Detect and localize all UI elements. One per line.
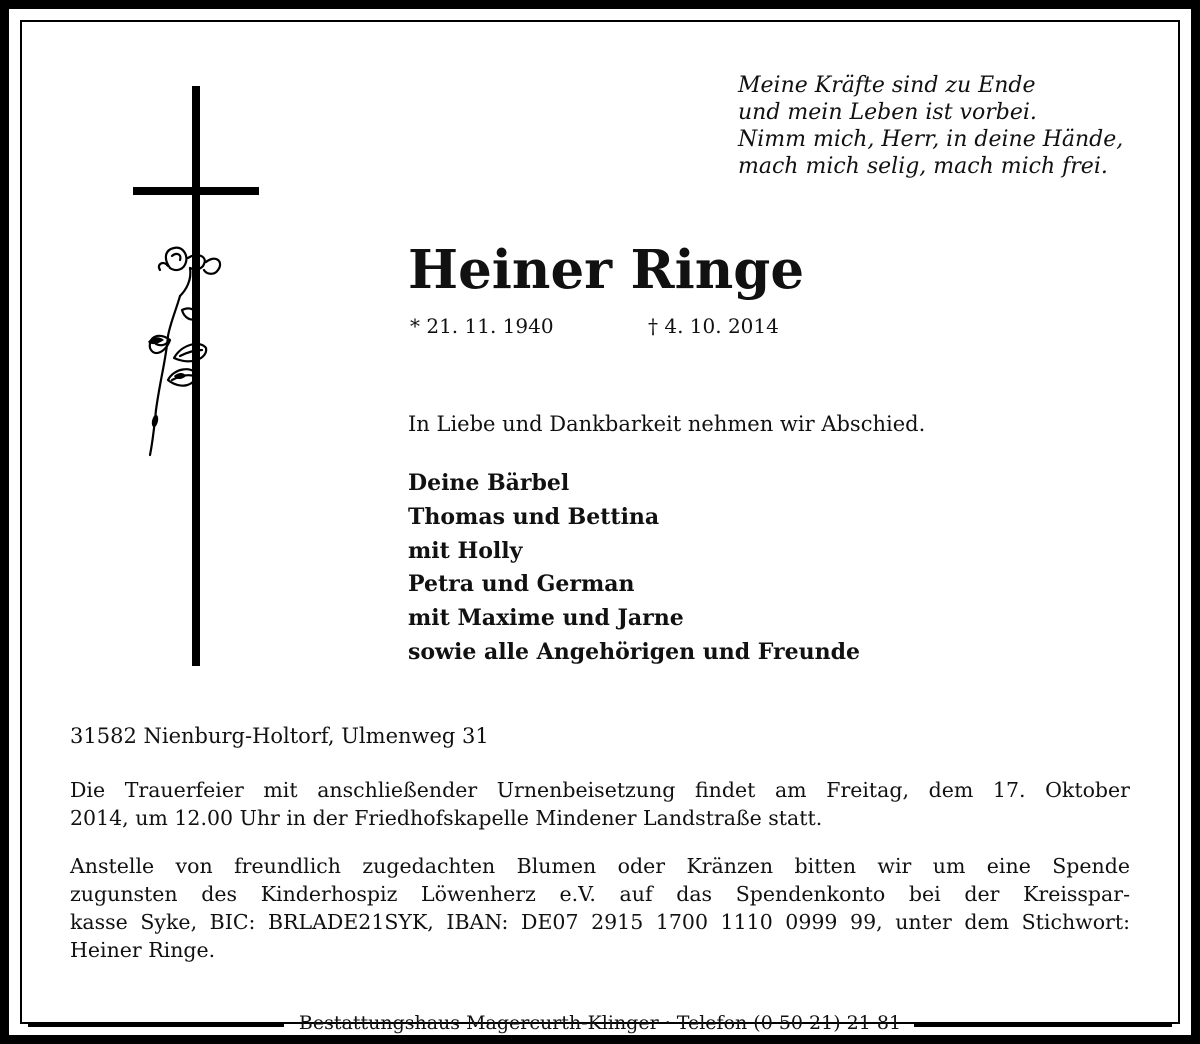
- poem-line: und mein Leben ist vorbei.: [738, 100, 1037, 125]
- mourner-line: Thomas und Bettina: [408, 503, 660, 530]
- footer-rule-left: [28, 1024, 284, 1027]
- deceased-name: Heiner Ringe: [408, 239, 805, 301]
- rose-icon: [130, 240, 230, 470]
- funeral-home-contact: Bestattungshaus Magercurth-Klinger · Telefon (0 50 21) 21 81: [298, 1012, 902, 1034]
- mourner-line: Deine Bärbel: [408, 470, 570, 496]
- ceremony-line: Die Trauerfeier mit anschließender Urnenbeisetzung findet am Freitag, dem 17. Oktober: [70, 778, 1130, 802]
- donation-line: Anstelle von freundlich zugedachten Blumen oder Kränzen bitten wir um eine Spende: [70, 854, 1130, 878]
- cross-crossbar: [133, 187, 259, 195]
- donation-line: kasse Syke, BIC: BRLADE21SYK, IBAN: DE07 2915 1700 1110 0999 99, unter dem Stichwort:: [70, 910, 1130, 934]
- farewell-text: In Liebe und Dankbarkeit nehmen wir Abschied.: [408, 412, 926, 436]
- ceremony-paragraph: [70, 776, 1130, 832]
- donation-paragraph: [70, 852, 1130, 964]
- donation-line: Heiner Ringe.: [70, 938, 216, 962]
- birth-date: * 21. 11. 1940: [410, 314, 554, 338]
- footer: [0, 1010, 1200, 1036]
- mourner-line: mit Holly: [408, 537, 523, 564]
- poem: [738, 72, 1123, 180]
- address: 31582 Nienburg-Holtorf, Ulmenweg 31: [70, 724, 489, 748]
- mourners-list: [408, 467, 860, 670]
- death-date: † 4. 10. 2014: [648, 314, 779, 338]
- ceremony-line: 2014, um 12.00 Uhr in der Friedhofskapelle Mindener Landstraße statt.: [70, 806, 823, 830]
- poem-line: Meine Kräfte sind zu Ende: [738, 73, 1036, 98]
- donation-line: zugunsten des Kinderhospiz Löwenherz e.V. auf das Spendenkonto bei der Kreisspar-: [70, 882, 1130, 906]
- poem-line: mach mich selig, mach mich frei.: [738, 154, 1108, 179]
- poem-line: Nimm mich, Herr, in deine Hände,: [738, 127, 1124, 152]
- mourner-line: mit Maxime und Jarne: [408, 605, 684, 632]
- footer-rule-right: [914, 1024, 1172, 1027]
- mourner-line: sowie alle Angehörigen und Freunde: [408, 638, 860, 665]
- mourner-line: Petra und German: [408, 571, 635, 598]
